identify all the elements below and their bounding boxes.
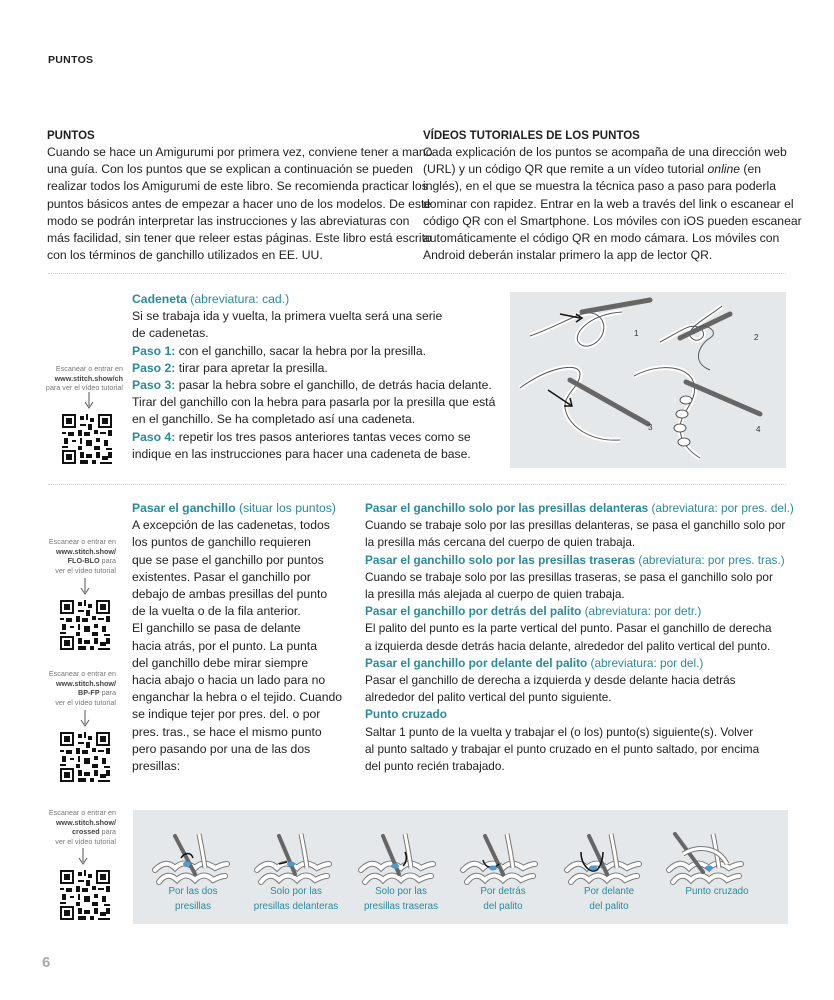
divider [48, 484, 786, 485]
caption-line: Por delante [583, 886, 635, 897]
pasar-line: hacia abajo o hacia un lado para no [132, 673, 326, 688]
variant-abbr: (abreviatura: por del.) [587, 655, 704, 670]
variant-title: Pasar el ganchillo solo por las presillas delanteras [365, 501, 649, 515]
pasar-line: los puntos de ganchillo requieren [132, 535, 311, 550]
stitch-variants-illustration [133, 810, 788, 924]
pasar-line: hacia atrás, por el punto. La punta [132, 638, 317, 653]
caption-line: presillas delanteras [253, 901, 339, 912]
intro-left-body [47, 144, 433, 264]
variant-line: la presilla más cercana del cuerpo de quien trabaja. [365, 535, 636, 550]
qr-note-line: para [101, 688, 116, 698]
pasar-section [132, 500, 362, 775]
chain-stitch-figure [510, 292, 786, 468]
cadeneta-abbr: (abreviatura: cad.) [186, 292, 290, 306]
intro-left [47, 130, 433, 264]
qr-note-line: Escanear o entrar en [55, 364, 123, 373]
qr-link-text[interactable]: BP-FP [78, 688, 100, 698]
qr-note-line: ver el vídeo tutorial [55, 697, 116, 707]
intro-left-line: modo se podrán interpretar las instrucciones y las abreviaturas con [47, 213, 410, 228]
pasar-line: enganchar la hebra o el tejido. Cuando [132, 690, 343, 705]
chain-step-4-figure [634, 368, 761, 458]
pasar-line: existentes. Pasar el ganchillo por [132, 569, 311, 584]
qr-code-bp-fp[interactable] [60, 732, 110, 782]
qr-note-line: ver el vídeo tutorial [55, 836, 116, 846]
qr-note-line: Escanear o entrar en [48, 808, 116, 817]
pasar-line: del ganchillo debe mirar siempre [132, 655, 309, 670]
intro-right-body [423, 144, 802, 264]
intro-left-line: puntos básicos antes de empezar a hacer uno de los modelos. De este [47, 196, 432, 211]
figure-number: 3 [648, 423, 653, 432]
intro-left-title: PUNTOS [47, 130, 95, 142]
variant-title: Punto cruzado [365, 707, 447, 722]
variant-line: Cuando se trabaje solo por las presillas delanteras, se pasa el ganchillo solo por [365, 518, 786, 533]
variant-line: del punto recién trabajado. [365, 759, 505, 774]
intro-right-line [423, 161, 793, 178]
pasar-line: debajo de ambas presillas del punto [132, 587, 328, 602]
intro-right [423, 130, 802, 264]
stitch-back-loops-figure [361, 834, 433, 882]
cadeneta-line: Si se trabaja ida y vuelta, la primera vuelta será una serie [132, 309, 443, 324]
arrow-down-icon [84, 392, 94, 410]
pasar-line: presillas: [132, 759, 181, 774]
intro-right-line: Cada explicación de los puntos se acompaña de una dirección web [423, 145, 787, 159]
stitch-variants-figure [133, 810, 788, 924]
variant-title: Pasar el ganchillo por delante del palito [365, 655, 588, 670]
pasar-line: pres. tras., se hace el mismo punto [132, 724, 322, 739]
step-text: con el ganchillo, sacar la hebra por la presilla. [175, 343, 427, 358]
qr-note-line: Escanear o entrar en [48, 669, 116, 678]
variant-line: a izquierda desde detrás hacia delante, alrededor del palito vertical del punto. [365, 638, 771, 653]
step-label: Paso 2: [132, 360, 176, 375]
qr-link-text[interactable]: www.stitch.show/ [55, 678, 116, 688]
qr-link-text[interactable]: www.stitch.show/ [55, 817, 116, 827]
variant-title: Pasar el ganchillo por detrás del palito [365, 604, 582, 619]
intro-left-line: Cuando se hace un Amigurumi por primera vez, conviene tener a mano [47, 145, 433, 159]
variant-abbr: (abreviatura: por pres. del.) [648, 501, 794, 515]
qr-note-ch [16, 364, 123, 393]
variant-line: al punto saltado y trabajar el punto cruzado en el punto saltado, por encima [365, 741, 760, 756]
step-text: tirar para apretar la presilla. [175, 360, 328, 375]
pasar-line: que se pase el ganchillo por puntos [132, 552, 324, 567]
cadeneta-section [132, 291, 502, 463]
figure-number: 4 [756, 425, 761, 434]
pasar-line: El ganchillo se pasa de delante [132, 621, 301, 636]
qr-link-text[interactable]: www.stitch.show/ch [54, 373, 123, 383]
qr-note-line: ver el vídeo tutorial [55, 565, 116, 575]
stitch-front-post-figure [567, 834, 639, 882]
figure-number: 2 [754, 333, 759, 342]
cadeneta-line: indique en las instrucciones para hacer una cadeneta de base. [132, 446, 471, 461]
cadeneta-line: de cadenetas. [132, 326, 209, 341]
intro-right-line-part: (en [740, 162, 762, 177]
qr-note-link[interactable] [16, 374, 123, 384]
cadeneta-line: en el ganchillo. Se ha completado así una cadeneta. [132, 412, 416, 427]
intro-left-line: realizar todos los Amigurumi de este libro. Se recomienda practicar los [47, 179, 428, 194]
intro-left-line: una guía. Con los puntos que se explican a continuación se pueden [47, 162, 413, 177]
chain-step-3-figure [520, 367, 653, 440]
chain-step-1-figure [530, 300, 650, 346]
variant-title: Pasar el ganchillo solo por las presillas traseras [365, 552, 636, 567]
variant-line: Pasar el ganchillo de derecha a izquierda y desde delante hacia detrás [365, 673, 736, 688]
variant-line: Saltar 1 punto de la vuelta y trabajar el (o los) punto(s) siguiente(s). Volver [365, 724, 754, 739]
step-label: Paso 3: [132, 378, 176, 393]
cadeneta-title: Cadeneta [132, 292, 187, 306]
variant-line: alrededor del palito vertical del punto siguiente. [365, 690, 612, 705]
caption-back-post [463, 884, 543, 914]
qr-note-flo-blo [16, 537, 116, 575]
qr-code-flo-blo[interactable] [60, 600, 110, 650]
qr-link-text[interactable]: www.stitch.show/ [55, 546, 116, 556]
qr-link-text[interactable]: crossed [72, 827, 100, 837]
caption-back-loops [355, 884, 447, 914]
online-word: online [707, 162, 741, 177]
variant-line: Cuando se trabaje solo por las presillas traseras, se pasa el ganchillo solo por [365, 569, 773, 584]
pasar-line: A excepción de las cadenetas, todos [132, 518, 330, 533]
qr-note-line: para [101, 556, 116, 566]
cadeneta-line: Tirar del ganchillo con la hebra para pasarla por la presilla que está [132, 395, 496, 410]
intro-right-line: código QR con el Smartphone. Los móviles con iOS pueden escanear [423, 213, 802, 228]
caption-front-post [569, 884, 649, 914]
qr-note-bp-fp [16, 669, 116, 707]
chain-step-2-figure [660, 306, 759, 370]
caption-line: presillas [175, 901, 211, 912]
intro-right-line: automáticamente el código QR en modo cámara. Los móviles con [423, 231, 780, 246]
intro-right-line: Android deberán instalar primero la app de lector QR. [423, 248, 713, 263]
qr-note-line: para [99, 827, 116, 837]
qr-code-ch[interactable] [62, 414, 112, 464]
intro-left-line: más facilidad, sin tener que releer estas páginas. Este libro está escrito [47, 231, 432, 246]
step-text: repetir los tres pasos anteriores tantas veces como se [175, 429, 471, 444]
caption-line: Solo por las [375, 886, 427, 897]
caption-line: Por detrás [480, 886, 526, 897]
variant-abbr: (abreviatura: por pres. tras.) [635, 552, 785, 567]
pasar-subtitle: (situar los puntos) [235, 501, 336, 515]
caption-line: presillas traseras [363, 901, 439, 912]
intro-left-line: con los términos de ganchillo utilizados en EE. UU. [47, 248, 323, 263]
qr-code-crossed[interactable] [60, 870, 110, 920]
caption-line: Solo por las [270, 886, 322, 897]
cadeneta-illustration [510, 292, 786, 468]
qr-link-text[interactable]: FLO-BLO [67, 556, 100, 566]
step-label: Paso 4: [132, 429, 176, 444]
page-number: 6 [42, 954, 51, 971]
caption-crossed [667, 884, 767, 899]
stitch-front-loops-figure [257, 834, 329, 882]
step-text: pasar la hebra sobre el ganchillo, de detrás hacia delante. [175, 378, 492, 393]
qr-note-line: para ver el vídeo tutorial [45, 383, 123, 393]
caption-line: Punto cruzado [685, 886, 749, 897]
pasar-line: de la vuelta o de la fila anterior. [132, 604, 301, 619]
figure-number: 1 [634, 329, 639, 338]
running-head: PUNTOS [48, 54, 94, 66]
stitch-both-loops-figure [155, 834, 227, 882]
stitch-back-post-figure [463, 834, 535, 882]
arrow-down-icon [78, 848, 88, 866]
intro-right-line: dominar con rapidez. Entrar en la web a través del link o escanear el [423, 196, 794, 211]
caption-line: del palito [483, 901, 523, 912]
caption-line: Por las dos [168, 886, 218, 897]
caption-line: del palito [589, 901, 629, 912]
arrow-down-icon [80, 578, 90, 596]
arrow-down-icon [80, 710, 90, 728]
divider [48, 273, 786, 274]
qr-note-line: Escanear o entrar en [48, 537, 116, 546]
qr-note-crossed [16, 808, 116, 846]
pasar-line: pero pasando por una de las dos [132, 741, 311, 756]
variants-section [365, 500, 794, 775]
caption-front-loops [243, 884, 349, 914]
variant-line: la presilla más alejada al cuerpo de quien trabaja. [365, 587, 625, 602]
variant-line: El palito del punto es la parte vertical del punto. Pasar el ganchillo de derecha [365, 621, 772, 636]
pasar-title: Pasar el ganchillo [132, 501, 236, 515]
stitch-crossed-figure [669, 834, 741, 882]
intro-right-line-part: (URL) y un código QR que remite a un vídeo tutorial [423, 162, 708, 177]
caption-both-loops [155, 884, 231, 914]
intro-right-title: VÍDEOS TUTORIALES DE LOS PUNTOS [423, 130, 640, 142]
intro-right-line: inglés), en el que se muestra la técnica paso a paso para poderla [423, 179, 776, 194]
step-label: Paso 1: [132, 343, 176, 358]
pasar-line: se indique tejer por pres. del. o por [132, 707, 321, 722]
variant-abbr: (abreviatura: por detr.) [581, 604, 702, 619]
